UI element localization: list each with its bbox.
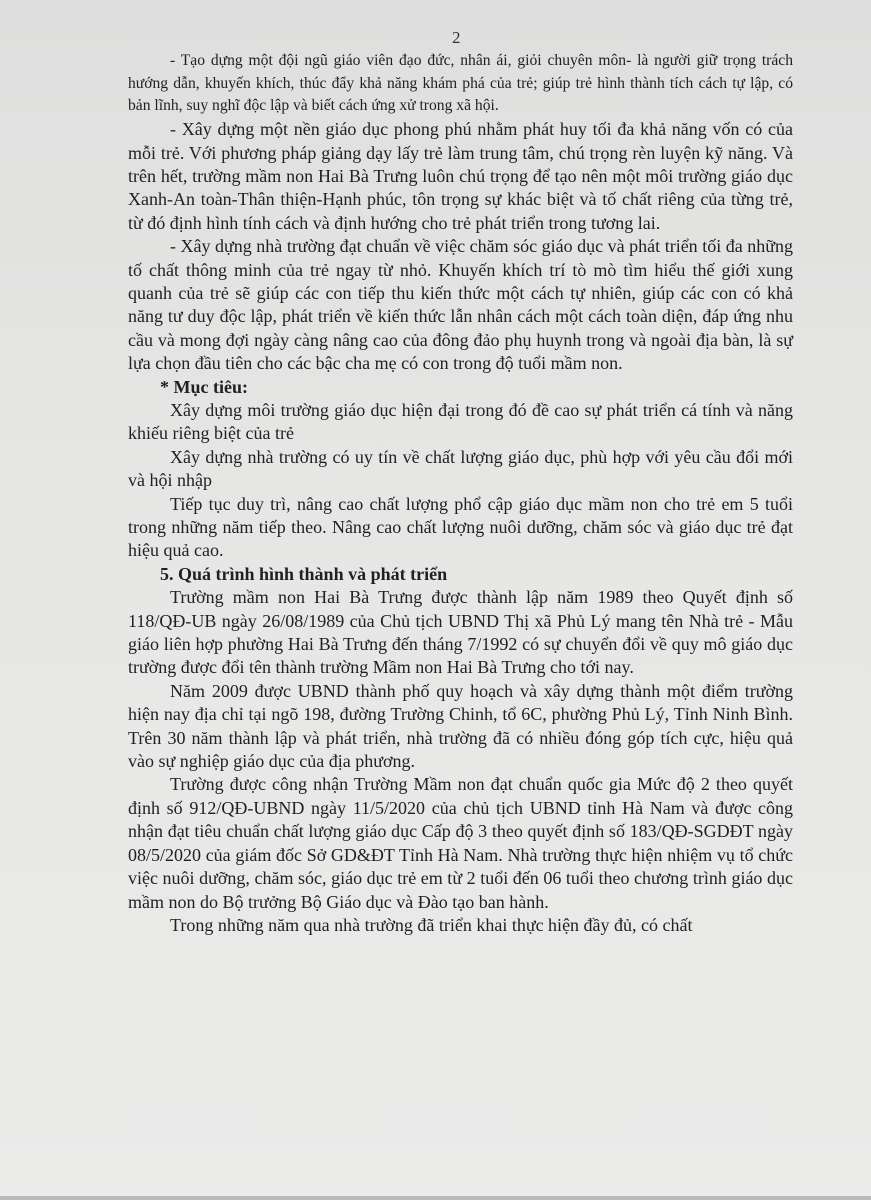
paragraph-history-location: Năm 2009 được UBND thành phố quy hoạch và xây dựng thành một điểm trường hiện nay địa chỉ tại ngõ 198, đường Trường Chinh, tổ 6C, phường Phủ Lý, Tỉnh Ninh Bình. Trên 30 năm thành lập và phát triển, nhà trường đã có nhiều đóng góp tích cực, hiệu quả vào sự nghiệp giáo dục của địa phương. — [128, 680, 793, 772]
paragraph-school-standard: - Xây dựng nhà trường đạt chuẩn về việc chăm sóc giáo dục và phát triển tối đa những tố chất thông minh của trẻ ngay từ nhỏ. Khuyến khích trí tò mò tìm hiểu thế giới xung quanh của trẻ sẽ giúp các con tiếp thu kiến thức một cách tự nhiên, giúp các con có khả năng tư duy độc lập, phát triển về kiến thức lẫn nhân cách một cách toàn diện, đáp ứng nhu cầu và mong đợi ngày càng nâng cao của đông đảo phụ huynh trong và ngoài địa bàn, là sự lựa chọn đầu tiên cho các bậc cha mẹ có con trong độ tuổi mầm non. — [128, 236, 793, 374]
page-bottom-edge — [0, 1196, 871, 1200]
document-body — [128, 50, 793, 937]
heading-objectives: * Mục tiêu: — [160, 376, 248, 397]
page-number: 2 — [452, 28, 461, 47]
paragraph-objective-modern-environment: Xây dựng môi trường giáo dục hiện đại trong đó đề cao sự phát triển cá tính và năng khiếu riêng biệt của trẻ — [128, 399, 793, 444]
paragraph-history-recognition: Trường được công nhận Trường Mầm non đạt chuẩn quốc gia Mức độ 2 theo quyết định số 912/QĐ-UBND ngày 11/5/2020 của chủ tịch UBND tỉnh Hà Nam và được công nhận đạt tiêu chuẩn chất lượng giáo dục Cấp độ 3 theo quyết định số 183/QĐ-SGDĐT ngày 08/5/2020 của giám đốc Sở GD&ĐT Tỉnh Hà Nam. Nhà trường thực hiện nhiệm vụ tổ chức việc nuôi dưỡng, chăm sóc, giáo dục trẻ em từ 2 tuổi đến 06 tuổi theo chương trình giáo dục mầm non do Bộ trưởng Bộ Giáo dục và Đào tạo ban hành. — [128, 774, 793, 912]
paragraph-objective-reputation: Xây dựng nhà trường có uy tín về chất lượng giáo dục, phù hợp với yêu cầu đổi mới và hội nhập — [128, 446, 793, 491]
heading-history: 5. Quá trình hình thành và phát triển — [160, 563, 448, 584]
paragraph-rich-education: - Xây dựng một nền giáo dục phong phú nhằm phát huy tối đa khả năng vốn có của mỗi trẻ. Với phương pháp giảng dạy lấy trẻ làm trung tâm, chú trọng rèn luyện kỹ năng. Và trên hết, trường mầm non Hai Bà Trưng luôn chú trọng để tạo nên một môi trường giáo dục Xanh-An toàn-Thân thiện-Hạnh phúc, tôn trọng sự khác biệt và tố chất riêng của từng trẻ, từ đó định hình tính cách và định hướng cho trẻ phát triển trong tương lai. — [128, 119, 793, 233]
paragraph-history-founding: Trường mầm non Hai Bà Trưng được thành lập năm 1989 theo Quyết định số 118/QĐ-UB ngày 26/08/1989 của Chủ tịch UBND Thị xã Phủ Lý mang tên Nhà trẻ - Mẫu giáo liên hợp phường Hai Bà Trưng đến tháng 7/1992 có sự chuyển đổi về quy mô giáo dục trường được đổi tên thành trường Mầm non Hai Bà Trưng cho tới nay. — [128, 587, 793, 678]
paragraph-teacher-team: - Tạo dựng một đội ngũ giáo viên đạo đức, nhân ái, giỏi chuyên môn- là người giữ trọng trách hướng dẫn, khuyến khích, thúc đẩy khả năng khám phá của trẻ; giúp trẻ hình thành tích cách tự lập, có bản lĩnh, suy nghĩ độc lập và biết cách ứng xử trong xã hội. — [128, 52, 793, 115]
paragraph-history-recent-years: Trong những năm qua nhà trường đã triển khai thực hiện đầy đủ, có chất — [170, 914, 693, 935]
paragraph-objective-universal-education: Tiếp tục duy trì, nâng cao chất lượng phổ cập giáo dục mầm non cho trẻ em 5 tuổi trong những năm tiếp theo. Nâng cao chất lượng nuôi dưỡng, chăm sóc và giáo dục trẻ đạt hiệu quả cao. — [128, 493, 793, 561]
